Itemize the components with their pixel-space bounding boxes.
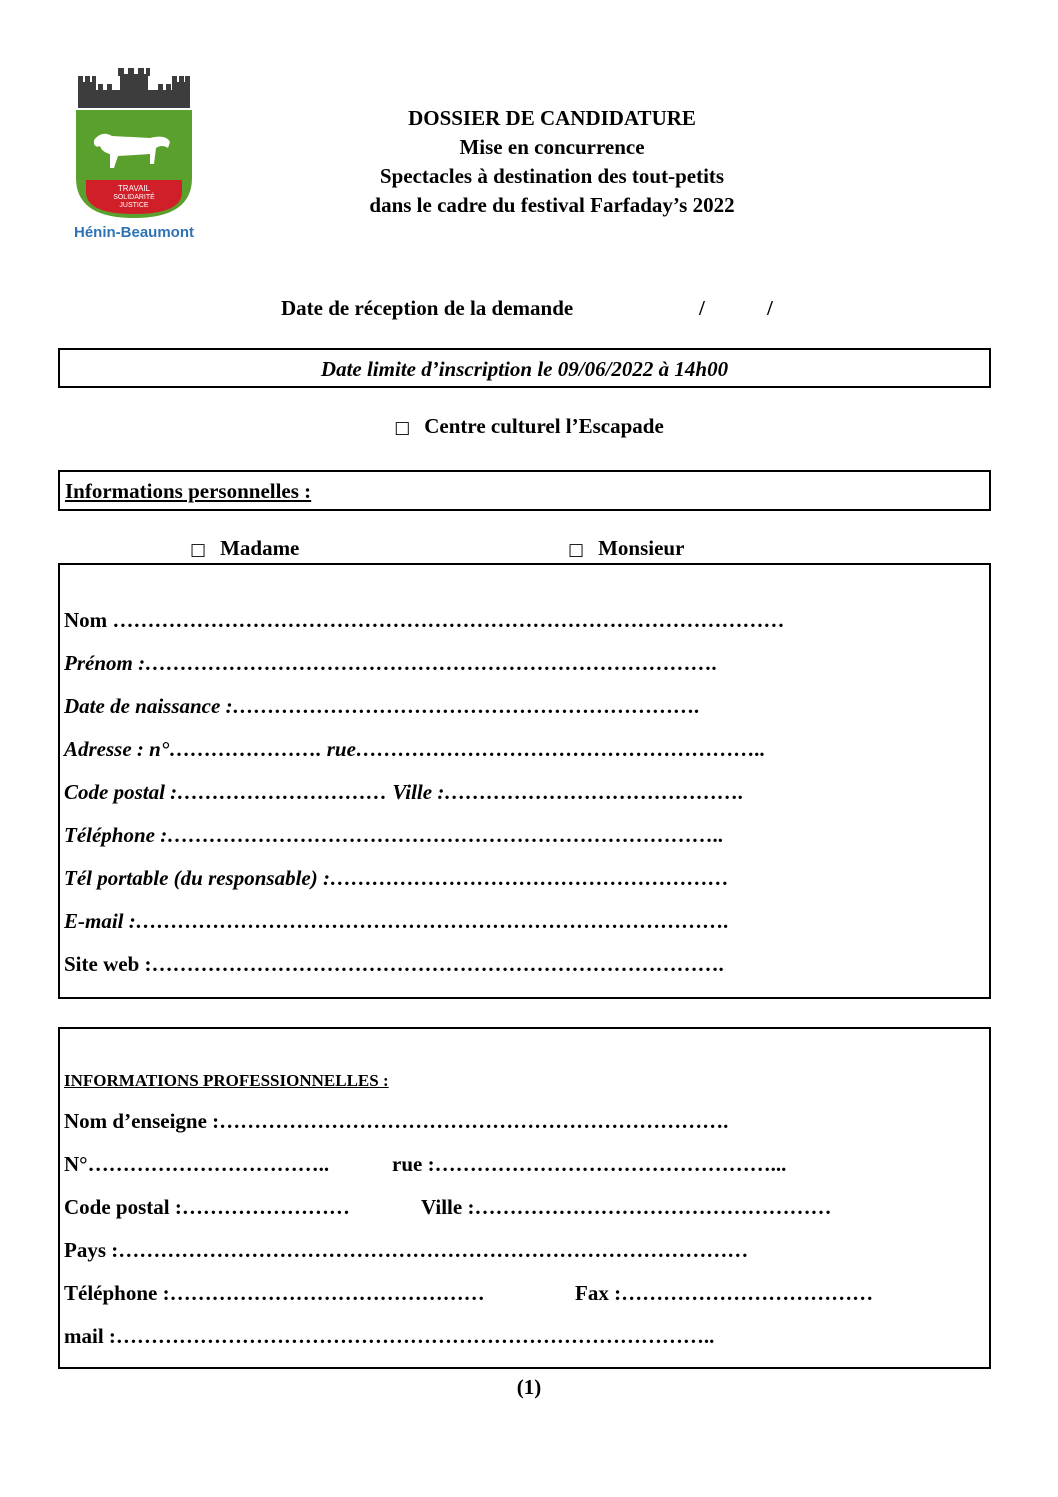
motto-line-1: TRAVAIL [117, 184, 151, 193]
field-email[interactable]: E-mail :…………………………………………………………………………. [64, 909, 729, 933]
venue-option[interactable] [0, 414, 1058, 439]
field-tel-portable[interactable]: Tél portable (du responsable) :………………………………………………… [64, 866, 729, 890]
title-line-3: Spectacles à destination des tout-petits [379, 164, 725, 188]
monsieur-label: Monsieur [598, 536, 685, 560]
field-fax[interactable]: Fax :……………………………… [575, 1281, 874, 1305]
monsieur-option[interactable] [568, 536, 684, 561]
madame-option[interactable] [190, 536, 299, 561]
field-numero[interactable]: N°…………………………….. [64, 1152, 330, 1176]
page-number: (1) [516, 1375, 542, 1399]
field-code-postal[interactable]: Code postal :…………………… [64, 1195, 350, 1219]
personal-info-header [58, 470, 991, 511]
field-telephone[interactable]: Téléphone :…………………………………………………………………….. [64, 823, 724, 847]
field-nom[interactable]: Nom …………………………………………………………………………………… [64, 608, 785, 632]
field-code-postal-ville[interactable]: Code postal :………………………… Ville :……………………………………. [64, 780, 744, 804]
motto-line-2: SOLIDARITÉ [113, 194, 155, 201]
field-ville[interactable]: Ville :…………………………………………… [421, 1195, 832, 1219]
city-coat-of-arms-icon [72, 68, 196, 248]
field-rue[interactable]: rue :…………………………………………... [392, 1152, 787, 1176]
field-adresse[interactable]: Adresse : n°…………………. rue………………………………………………….. [64, 737, 766, 761]
field-date-naissance[interactable]: Date de naissance :…………………………………………………………. [64, 694, 700, 718]
title-line-4: dans le cadre du festival Farfaday’s 2022 [369, 193, 735, 217]
motto-line-3: JUSTICE [119, 202, 149, 209]
field-prenom[interactable]: Prénom :………………………………………………………………………. [64, 651, 718, 675]
deadline-text: Date limite d’inscription le 09/06/2022 à 14h00 [320, 357, 729, 381]
title-line-2: Mise en concurrence [459, 135, 645, 159]
field-telephone-pro[interactable]: Téléphone :……………………………………… [64, 1281, 485, 1305]
reception-date-label: Date de réception de la demande [281, 296, 574, 320]
checkbox-icon[interactable]: □ [190, 540, 207, 560]
deadline-box [58, 348, 991, 388]
checkbox-icon[interactable]: □ [394, 418, 411, 438]
logo-city-name: Hénin-Beaumont [74, 224, 194, 241]
field-mail[interactable]: mail :………………………………………………………………………….. [64, 1324, 715, 1348]
title-line-1: DOSSIER DE CANDIDATURE [408, 106, 696, 130]
personal-info-heading: Informations personnelles : [65, 479, 312, 503]
venue-label: Centre culturel l’Escapade [424, 414, 664, 438]
field-nom-enseigne[interactable]: Nom d’enseigne :………………………………………………………………. [64, 1109, 729, 1133]
document-title [300, 104, 804, 220]
professional-info-heading: INFORMATIONS PROFESSIONNELLES : [64, 1071, 389, 1090]
field-pays[interactable]: Pays :……………………………………………………………………………… [64, 1238, 749, 1262]
field-site-web[interactable]: Site web :………………………………………………………………………. [64, 952, 724, 976]
date-separator: / [699, 296, 705, 320]
date-separator: / [767, 296, 773, 320]
madame-label: Madame [220, 536, 300, 560]
checkbox-icon[interactable]: □ [568, 540, 585, 560]
